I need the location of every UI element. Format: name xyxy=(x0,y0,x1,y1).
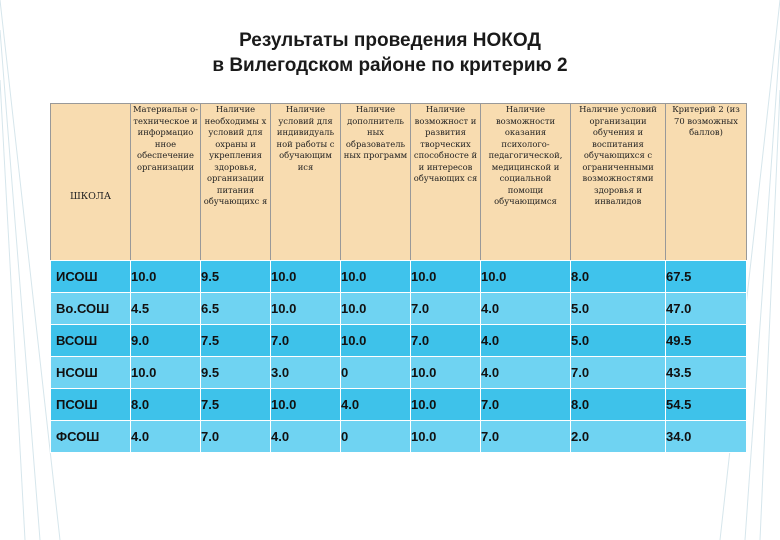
title-line-2: в Вилегодском районе по критерию 2 xyxy=(212,55,568,76)
table-cell: 10.0 xyxy=(341,325,411,357)
header-col-8: Критерий 2 (из 70 возможных баллов) xyxy=(666,104,747,261)
table-cell: 43.5 xyxy=(666,357,747,389)
table-cell: 4.0 xyxy=(341,389,411,421)
table-cell: 9.0 xyxy=(131,325,201,357)
title-line-1: Результаты проведения НОКОД xyxy=(239,30,541,51)
table-cell: 10.0 xyxy=(131,357,201,389)
table-row xyxy=(51,325,747,357)
table-cell: 10.0 xyxy=(341,261,411,293)
table-cell: 4.0 xyxy=(481,357,571,389)
table-cell: 7.5 xyxy=(201,389,271,421)
table-row xyxy=(51,421,747,453)
table-cell: 10.0 xyxy=(481,261,571,293)
school-name-cell: ПСОШ xyxy=(51,389,131,421)
table-cell: 4.0 xyxy=(131,421,201,453)
table-cell: 7.0 xyxy=(411,325,481,357)
header-col-4: Наличие дополнитель ных образователь ных программ xyxy=(341,104,411,261)
table-row xyxy=(51,389,747,421)
table-cell: 5.0 xyxy=(571,325,666,357)
school-name-cell: Во.СОШ xyxy=(51,293,131,325)
header-school: ШКОЛА xyxy=(51,104,131,261)
table-cell: 7.0 xyxy=(271,325,341,357)
table-cell: 7.0 xyxy=(411,293,481,325)
table-cell: 10.0 xyxy=(411,261,481,293)
table-cell: 8.0 xyxy=(571,261,666,293)
table-row xyxy=(51,261,747,293)
table-cell: 9.5 xyxy=(201,261,271,293)
table-cell: 7.0 xyxy=(481,421,571,453)
table-cell: 3.0 xyxy=(271,357,341,389)
table-cell: 10.0 xyxy=(341,293,411,325)
page-title xyxy=(0,28,780,78)
results-table xyxy=(50,103,747,453)
table-cell: 5.0 xyxy=(571,293,666,325)
table-cell: 4.0 xyxy=(481,293,571,325)
table-cell: 34.0 xyxy=(666,421,747,453)
school-name-cell: ВСОШ xyxy=(51,325,131,357)
table-cell: 9.5 xyxy=(201,357,271,389)
table-cell: 10.0 xyxy=(411,389,481,421)
table-row xyxy=(51,293,747,325)
table-cell: 67.5 xyxy=(666,261,747,293)
table-cell: 4.0 xyxy=(481,325,571,357)
table-cell: 10.0 xyxy=(411,421,481,453)
table-cell: 10.0 xyxy=(131,261,201,293)
table-row xyxy=(51,357,747,389)
header-col-7: Наличие условий организации обучения и воспитания обучающихся с ограниченными возможностями здоровья и инвалидов xyxy=(571,104,666,261)
table-header-row xyxy=(51,104,747,261)
header-col-2: Наличие необходимы х условий для охраны и укрепления здоровья, организации питания обучающихс я xyxy=(201,104,271,261)
table-cell: 8.0 xyxy=(571,389,666,421)
school-name-cell: ИСОШ xyxy=(51,261,131,293)
table-cell: 10.0 xyxy=(271,293,341,325)
table-cell: 47.0 xyxy=(666,293,747,325)
table-cell: 10.0 xyxy=(271,389,341,421)
table-cell: 54.5 xyxy=(666,389,747,421)
table-cell: 0 xyxy=(341,421,411,453)
table-cell: 0 xyxy=(341,357,411,389)
table-cell: 2.0 xyxy=(571,421,666,453)
header-col-1: Материальн о-техническое и информацио нное обеспечение организации xyxy=(131,104,201,261)
table-cell: 4.5 xyxy=(131,293,201,325)
header-col-5: Наличие возможност и развития творческих способносте й и интересов обучающих ся xyxy=(411,104,481,261)
table-cell: 4.0 xyxy=(271,421,341,453)
table-cell: 7.0 xyxy=(481,389,571,421)
header-col-6: Наличие возможности оказания психолого-педагогической, медицинской и социальной помощи обучающимся xyxy=(481,104,571,261)
table-cell: 49.5 xyxy=(666,325,747,357)
table-cell: 7.0 xyxy=(571,357,666,389)
table-cell: 7.5 xyxy=(201,325,271,357)
header-col-3: Наличие условий для индивидуаль ной работы с обучающим ися xyxy=(271,104,341,261)
table-cell: 7.0 xyxy=(201,421,271,453)
table-cell: 10.0 xyxy=(411,357,481,389)
table-cell: 10.0 xyxy=(271,261,341,293)
table-cell: 8.0 xyxy=(131,389,201,421)
school-name-cell: ФСОШ xyxy=(51,421,131,453)
school-name-cell: НСОШ xyxy=(51,357,131,389)
table-cell: 6.5 xyxy=(201,293,271,325)
